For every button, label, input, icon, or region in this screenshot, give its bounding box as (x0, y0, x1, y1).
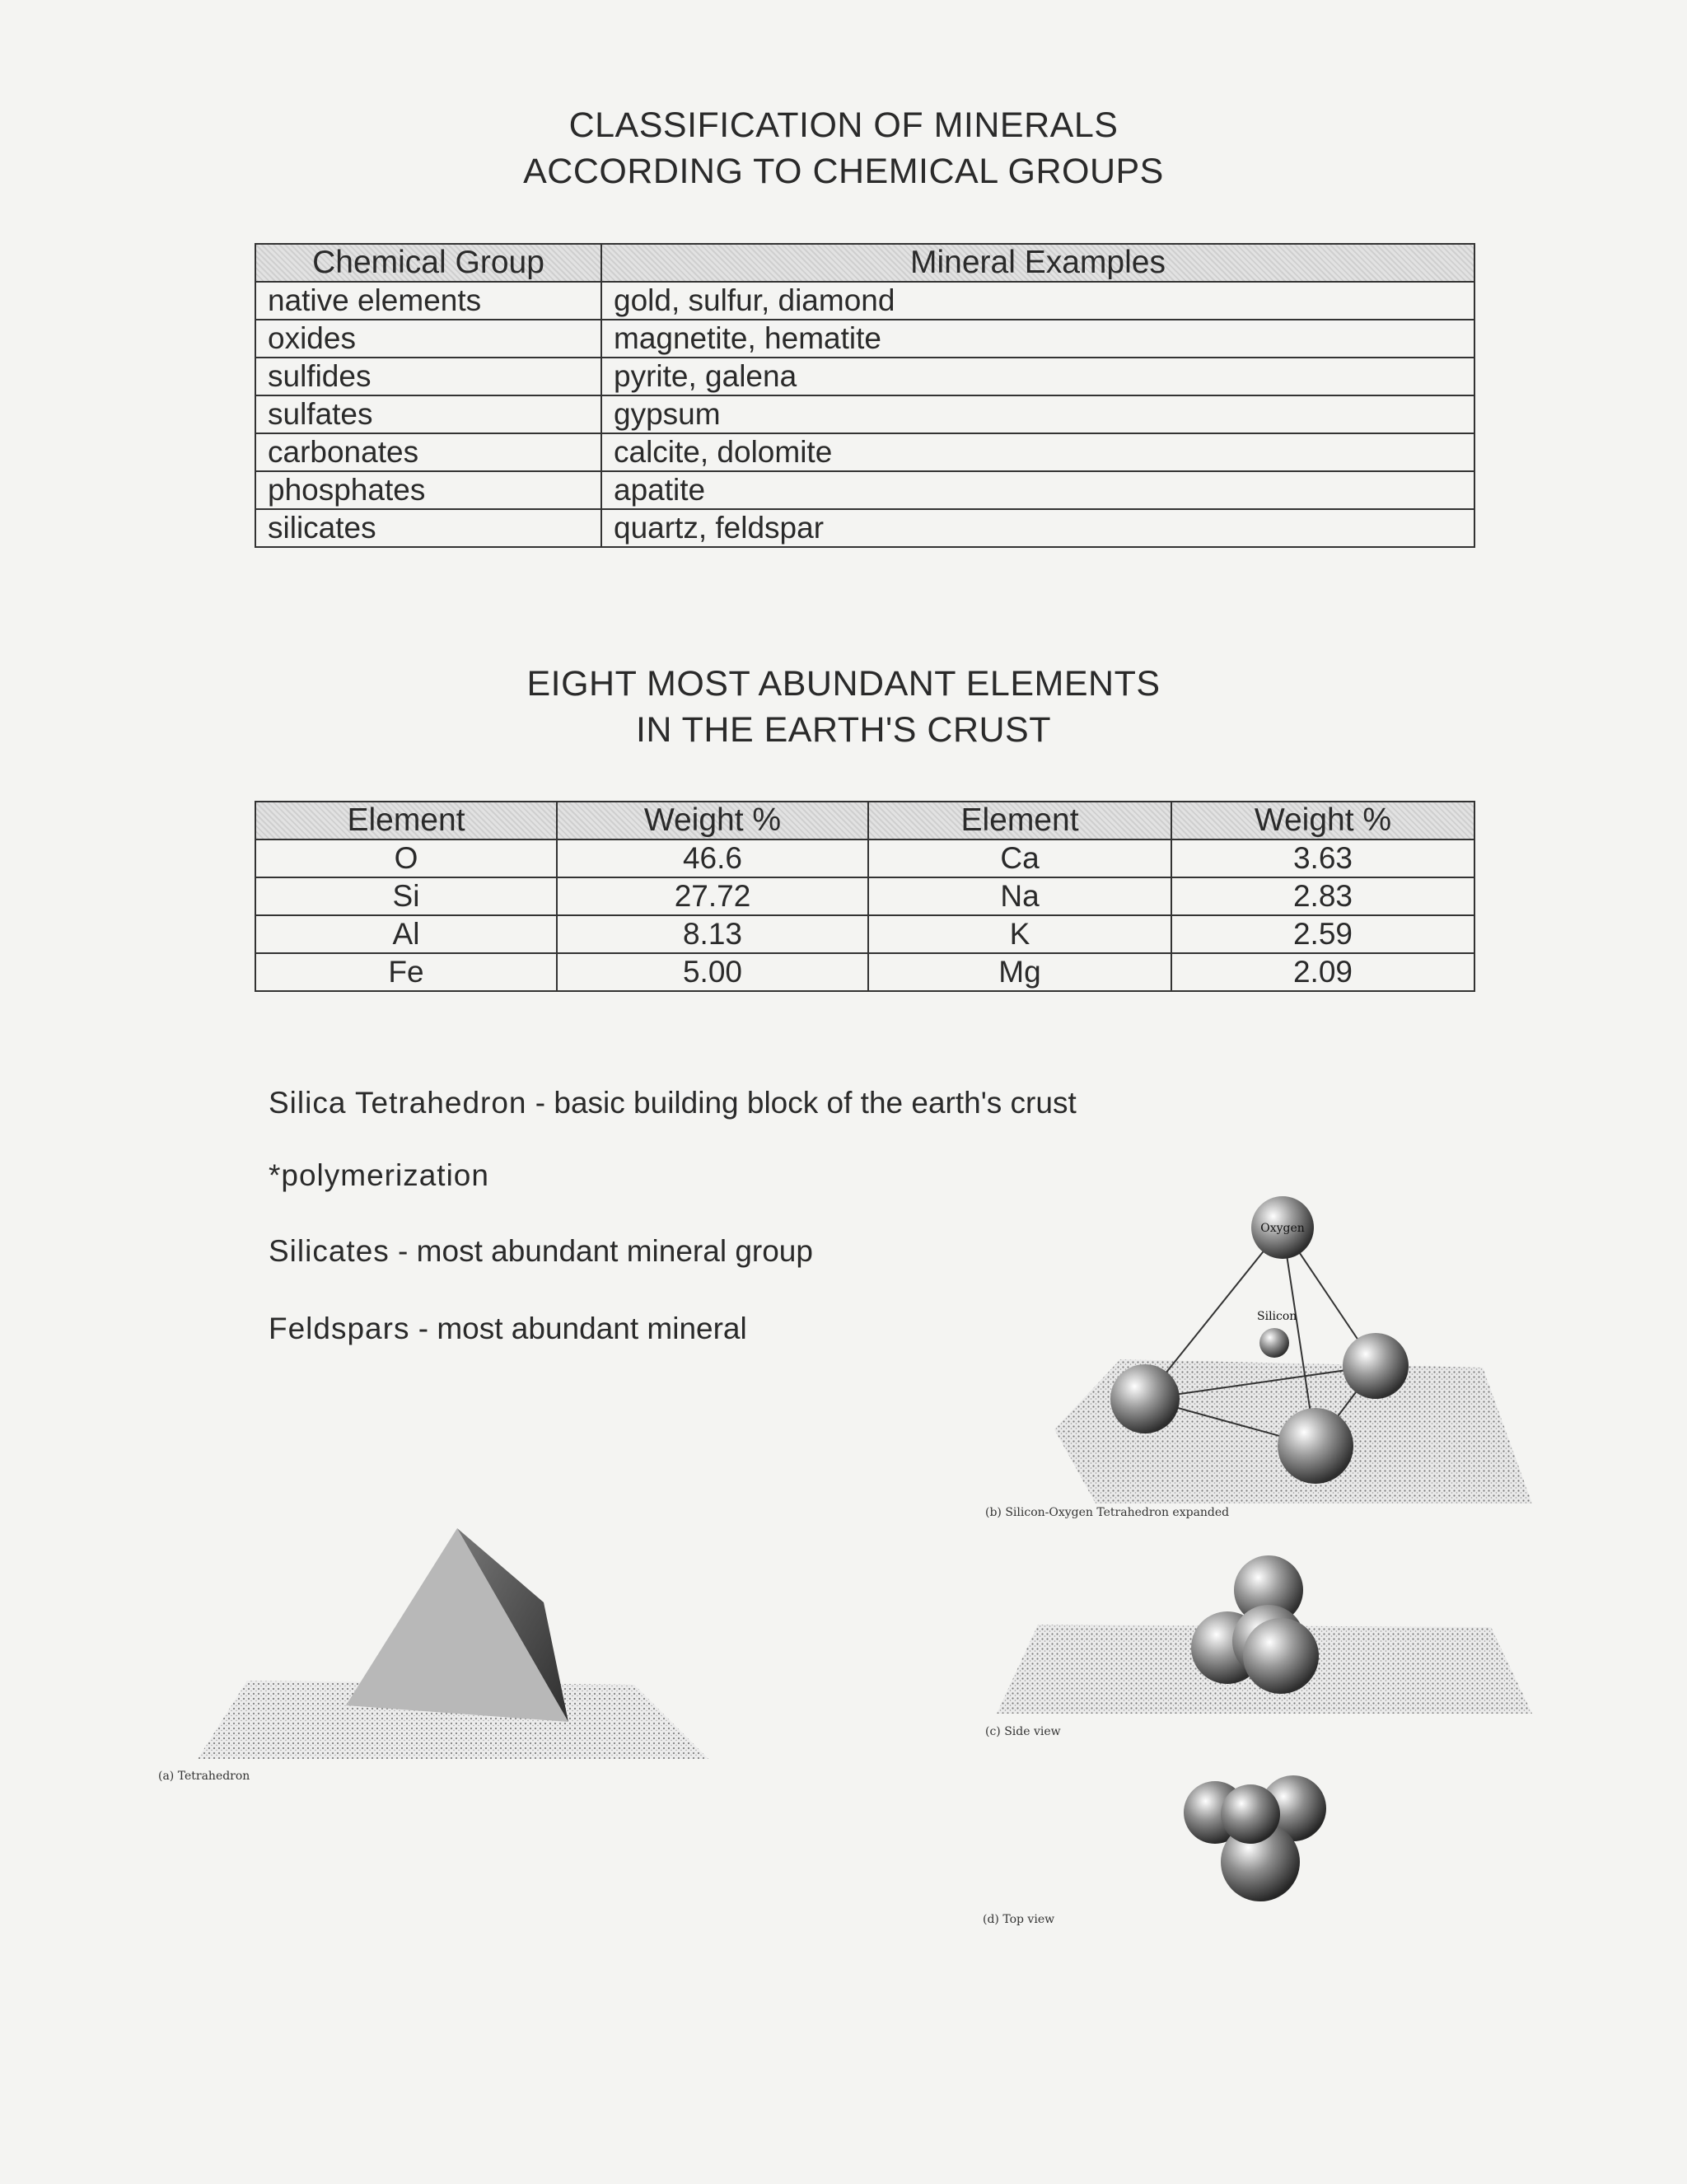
chemical-group-cell: sulfides (255, 358, 601, 395)
table-row (255, 395, 1474, 433)
header-weight-percent: Weight % (557, 802, 868, 839)
table-row (255, 839, 1474, 877)
note-term: Silicates (269, 1234, 390, 1268)
element-cell: Na (868, 877, 1171, 915)
note-silicates (269, 1232, 813, 1270)
top-view-figure (1170, 1763, 1334, 1911)
note-polymerization (269, 1157, 489, 1195)
chemical-group-cell: oxides (255, 320, 601, 358)
element-cell: Al (255, 915, 557, 953)
note-term: Feldspars (269, 1312, 410, 1345)
figure-d-caption: (d) Top view (983, 1913, 1055, 1926)
table-header-row (255, 244, 1474, 282)
chemical-group-cell: native elements (255, 282, 601, 320)
header-element: Element (868, 802, 1171, 839)
chemical-group-cell: silicates (255, 509, 601, 547)
mineral-examples-cell: pyrite, galena (601, 358, 1474, 395)
mineral-examples-cell: magnetite, hematite (601, 320, 1474, 358)
chemical-groups-table (255, 243, 1475, 548)
table-row (255, 953, 1474, 991)
note-separator: - (526, 1086, 554, 1120)
note-text: basic building block of the earth's crust (554, 1086, 1077, 1120)
element-cell: O (255, 839, 557, 877)
figure-a-caption: (a) Tetrahedron (158, 1770, 250, 1783)
mineral-examples-cell: apatite (601, 471, 1474, 509)
table-row (255, 509, 1474, 547)
silicon-atom (1259, 1328, 1289, 1358)
classification-title-line2: ACCORDING TO CHEMICAL GROUPS (523, 152, 1164, 191)
abundant-elements-table (255, 801, 1475, 992)
note-term: Silica Tetrahedron (269, 1086, 527, 1120)
element-cell: Si (255, 877, 557, 915)
note-silica-tetrahedron (269, 1084, 1077, 1122)
table-header-row (255, 802, 1474, 839)
note-separator: - (409, 1312, 437, 1345)
table-row (255, 877, 1474, 915)
table-row (255, 915, 1474, 953)
weight-cell: 2.59 (1171, 915, 1474, 953)
header-chemical-group: Chemical Group (255, 244, 601, 282)
note-feldspars (269, 1310, 747, 1348)
header-element: Element (255, 802, 557, 839)
header-mineral-examples: Mineral Examples (601, 244, 1474, 282)
header-weight-percent: Weight % (1171, 802, 1474, 839)
oxygen-atom (1221, 1784, 1280, 1844)
weight-cell: 2.83 (1171, 877, 1474, 915)
abundant-elements-title-line1: EIGHT MOST ABUNDANT ELEMENTS (526, 664, 1161, 704)
element-cell: Ca (868, 839, 1171, 877)
note-term: *polymerization (269, 1158, 489, 1192)
table-row (255, 471, 1474, 509)
chemical-group-cell: carbonates (255, 433, 601, 471)
classification-title-line1: CLASSIFICATION OF MINERALS (568, 105, 1119, 145)
figure-b-caption: (b) Silicon-Oxygen Tetrahedron expanded (985, 1506, 1230, 1519)
table-row (255, 358, 1474, 395)
note-text: most abundant mineral (437, 1312, 747, 1345)
oxygen-label: Oxygen (1260, 1222, 1305, 1235)
mineral-examples-cell: gold, sulfur, diamond (601, 282, 1474, 320)
element-cell: K (868, 915, 1171, 953)
oxygen-atom (1110, 1364, 1180, 1433)
weight-cell: 8.13 (557, 915, 868, 953)
oxygen-atom (1343, 1333, 1409, 1399)
silicon-oxygen-tetrahedron-expanded-figure (988, 1178, 1549, 1508)
abundant-elements-title-line2: IN THE EARTH'S CRUST (635, 710, 1052, 750)
silicon-label: Silicon (1257, 1310, 1297, 1323)
table-row (255, 282, 1474, 320)
chemical-group-cell: sulfates (255, 395, 601, 433)
table-row (255, 320, 1474, 358)
tetrahedron-figure (198, 1524, 725, 1771)
oxygen-atom (1243, 1618, 1319, 1694)
table-row (255, 433, 1474, 471)
mineral-examples-cell: quartz, feldspar (601, 509, 1474, 547)
mineral-examples-cell: calcite, dolomite (601, 433, 1474, 471)
element-cell: Fe (255, 953, 557, 991)
weight-cell: 5.00 (557, 953, 868, 991)
weight-cell: 27.72 (557, 877, 868, 915)
side-view-figure (997, 1549, 1540, 1722)
note-separator: - (389, 1234, 417, 1268)
chemical-group-cell: phosphates (255, 471, 601, 509)
mineral-examples-cell: gypsum (601, 395, 1474, 433)
weight-cell: 3.63 (1171, 839, 1474, 877)
figure-c-caption: (c) Side view (985, 1725, 1061, 1738)
oxygen-atom (1278, 1408, 1353, 1484)
element-cell: Mg (868, 953, 1171, 991)
note-text: most abundant mineral group (416, 1234, 813, 1268)
weight-cell: 2.09 (1171, 953, 1474, 991)
weight-cell: 46.6 (557, 839, 868, 877)
